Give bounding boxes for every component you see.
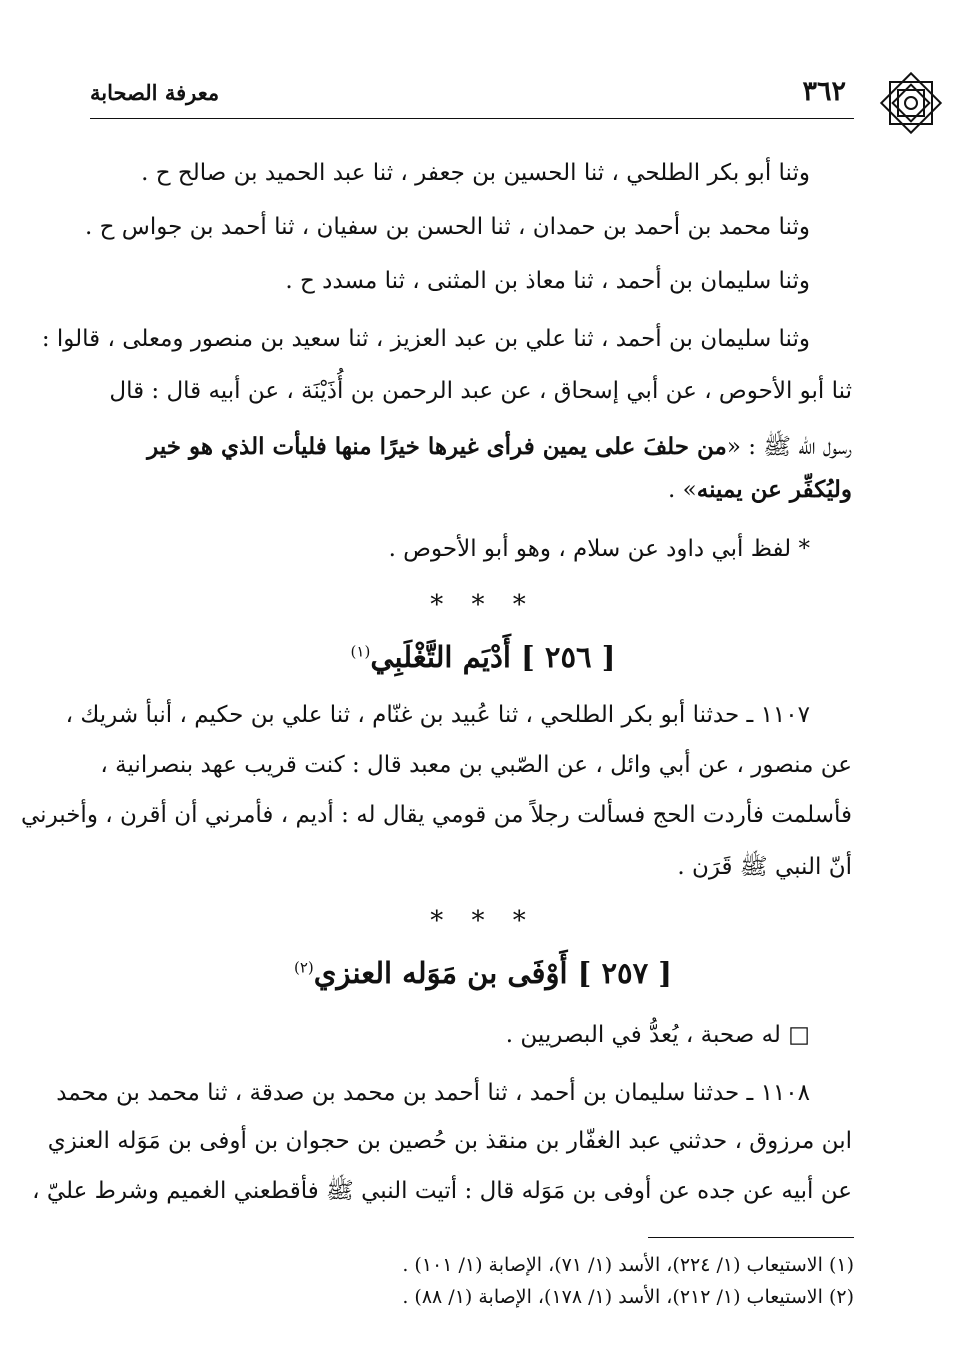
footnote-ref: (١) bbox=[350, 642, 371, 661]
text-line: عن أبيه عن جده عن أوفى بن مَوَله قال : أتيت النبي ﷺ فأقطعني الغميم وشرط عليّ ، bbox=[32, 1178, 852, 1204]
text-line: عن منصور ، عن أبي وائل ، عن الصّبي بن معبد قال : كنت قريب عهد بنصرانية ، bbox=[100, 752, 852, 778]
text-line: وثنا سليمان بن أحمد ، ثنا علي بن عبد العزيز ، ثنا سعيد بن منصور ومعلى ، قالوا : bbox=[41, 326, 810, 352]
text-line: وثنا محمد بن أحمد بن حمدان ، ثنا الحسن بن سفيان ، ثنا أحمد بن جواس ح . bbox=[84, 214, 810, 240]
footnote-ref: (٢) bbox=[293, 958, 314, 977]
page-header bbox=[90, 74, 854, 119]
text-line: ١١٠٨ ـ حدثنا سليمان بن أحمد ، ثنا أحمد بن محمد بن صدقة ، ثنا محمد بن محمد bbox=[56, 1080, 810, 1106]
note-text: * لفظ أبي داود عن سلام ، وهو أبو الأحوص . bbox=[388, 536, 810, 562]
hadith-prefix: رسول الله ﷺ : « bbox=[726, 434, 852, 460]
hadith-text: وليُكفِّر عن يمينه bbox=[696, 476, 852, 503]
section-heading bbox=[0, 956, 966, 990]
section-number: [ ٢٥٧ ] bbox=[577, 956, 673, 990]
section-heading bbox=[0, 640, 966, 674]
note-text: □ له صحبة ، يُعدُّ في البصريين . bbox=[505, 1022, 810, 1048]
text-line: أنّ النبي ﷺ قَرَن . bbox=[677, 854, 852, 880]
footnote: (١) الاستيعاب (١/ ٢٢٤)، الأسد (١/ ٧١)، الإصابة (١/ ١٠١) . bbox=[402, 1254, 854, 1276]
text-line: وثنا سليمان بن أحمد ، ثنا معاذ بن المثنى ، ثنا مسدد ح . bbox=[285, 268, 810, 294]
footnote: (٢) الاستيعاب (١/ ٢١٢)، الأسد (١/ ١٧٨)، الإصابة (١/ ٨٨) . bbox=[402, 1286, 854, 1308]
octagonal-star-ornament-icon bbox=[876, 68, 946, 138]
page-number: ٣٦٢ bbox=[802, 76, 846, 107]
text-line: وثنا أبو بكر الطلحي ، ثنا الحسين بن جعفر ، ثنا عبد الحميد بن صالح ح . bbox=[141, 160, 810, 186]
section-separator: * * * bbox=[430, 906, 536, 936]
running-title: معرفة الصحابة bbox=[90, 80, 220, 105]
companion-name: أَوْفَى بن مَوَله العنزي bbox=[313, 956, 568, 990]
text-line: ١١٠٧ ـ حدثنا أبو بكر الطلحي ، ثنا عُبيد بن غنّام ، ثنا علي بن حكيم ، أنبأ شريك ، bbox=[65, 702, 810, 728]
text-line: ثنا أبو الأحوص ، عن أبي إسحاق ، عن عبد الرحمن بن أُذَيْنَة ، عن أبيه قال : قال bbox=[109, 378, 852, 404]
hadith-line bbox=[668, 476, 852, 503]
section-number: [ ٢٥٦ ] bbox=[521, 640, 616, 674]
text-line: ابن مرزوق ، حدثني عبد الغفّار بن منقذ بن حُصين بن حجوان بن أوفى بن مَوَله العنزي bbox=[47, 1128, 852, 1154]
footnote-divider bbox=[648, 1237, 854, 1238]
section-separator: * * * bbox=[430, 590, 536, 620]
hadith-text: من حلفَ على يمين فرأى غيرها خيرًا منها فليأت الذي هو خير bbox=[147, 433, 727, 460]
hadith-suffix: » . bbox=[668, 477, 697, 503]
text-line: فأسلمت فأردت الحج فسألت رجلاً من قومي يقال له : أديم ، فأمرني أن أقرن ، وأخبرني bbox=[21, 802, 852, 828]
hadith-line bbox=[147, 432, 852, 466]
companion-name: أَدْيَم التَّغْلَبِي bbox=[370, 640, 511, 674]
